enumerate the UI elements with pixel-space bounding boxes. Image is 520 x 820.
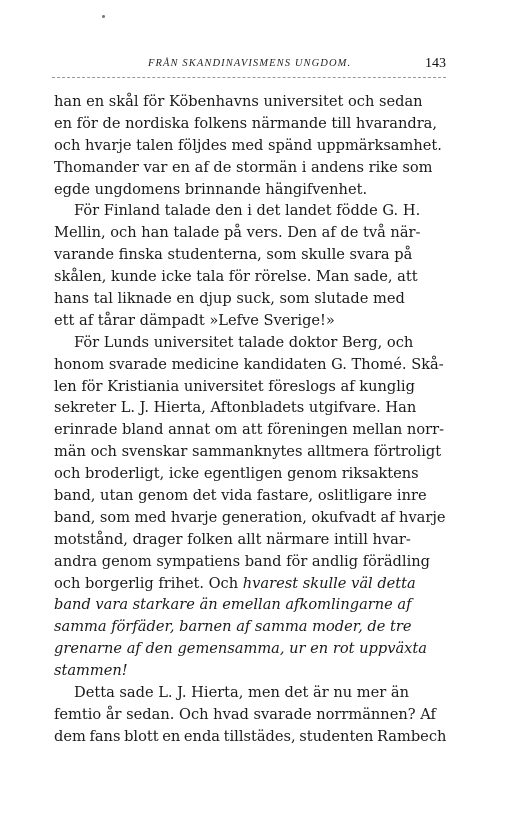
text-line: len för Kristiania universitet föreslogs af kunglig <box>54 377 415 395</box>
running-head: FRÅN SKANDINAVISMENS UNGDOM. <box>148 58 352 69</box>
text-line: sekreter L. J. Hierta, Aftonbladets utgifvare. Han <box>54 399 417 417</box>
text-line: hans tal liknade en djup suck, som slutade med <box>54 290 405 308</box>
text-line: män och svenskar sammanknytes alltmera förtroligt <box>54 443 442 461</box>
text-line: band, som med hvarje generation, okufvadt af hvarje <box>54 508 446 526</box>
text-line: ett af tårar dämpadt »Lefve Sverige!» <box>54 311 335 329</box>
text-line: erinrade bland annat om att föreningen mellan norr- <box>54 421 444 439</box>
text-line: femtio år sedan. Och hvad svarade norrmännen? Af <box>54 705 436 723</box>
text-line: dem fans blott en enda tillstädes, studenten Rambech <box>54 727 446 745</box>
text-line: motstånd, drager folken allt närmare intill hvar- <box>54 530 411 548</box>
text-line <box>54 573 446 595</box>
text-line: och broderligt, icke egentligen genom riksaktens <box>54 465 419 483</box>
text-line: en för de nordiska folkens närmande till hvarandra, <box>54 114 438 132</box>
text-line: För Finland talade den i det landet födde G. H. <box>74 202 421 220</box>
text-line: skålen, kunde icke tala för rörelse. Man sade, att <box>54 268 418 286</box>
text-line: Detta sade L. J. Hierta, men det är nu mer än <box>74 684 409 702</box>
text-line: För Lunds universitet talade doktor Berg, och <box>74 333 414 351</box>
text-line-segment: och borgerlig frihet. Och <box>54 574 243 592</box>
text-line: band, utan genom det vida fastare, oslitligare inre <box>54 487 427 505</box>
text-line-segment: hvarest skulle väl detta <box>242 574 416 592</box>
header-rule <box>52 77 446 78</box>
text-line: Thomander var en af de stormän i andens rike som <box>54 158 433 176</box>
text-line: och hvarje talen följdes med spänd uppmärksamhet. <box>54 136 442 154</box>
text-line: varande finska studenterna, som skulle svara på <box>54 246 413 264</box>
page-number: 143 <box>425 56 446 71</box>
text-line: egde ungdomens brinnande hängifvenhet. <box>54 180 368 198</box>
body-text <box>54 91 446 748</box>
text-line: han en skål för Köbenhavns universitet och sedan <box>54 93 423 110</box>
text-line: samma förfäder, barnen af samma moder, de tre <box>54 618 412 636</box>
text-line: band vara starkare än emellan afkomlingarne af <box>54 596 412 614</box>
text-line: stammen! <box>54 662 128 680</box>
text-line: andra genom sympatiens band för andlig förädling <box>54 552 430 570</box>
ink-speck <box>102 15 105 18</box>
page-header <box>52 56 446 80</box>
text-line: grenarne af den gemensamma, ur en rot uppväxta <box>54 640 427 658</box>
text-line: Mellin, och han talade på vers. Den af de två när- <box>54 224 421 242</box>
text-line: honom svarade medicine kandidaten G. Thomé. Skå- <box>54 355 444 373</box>
